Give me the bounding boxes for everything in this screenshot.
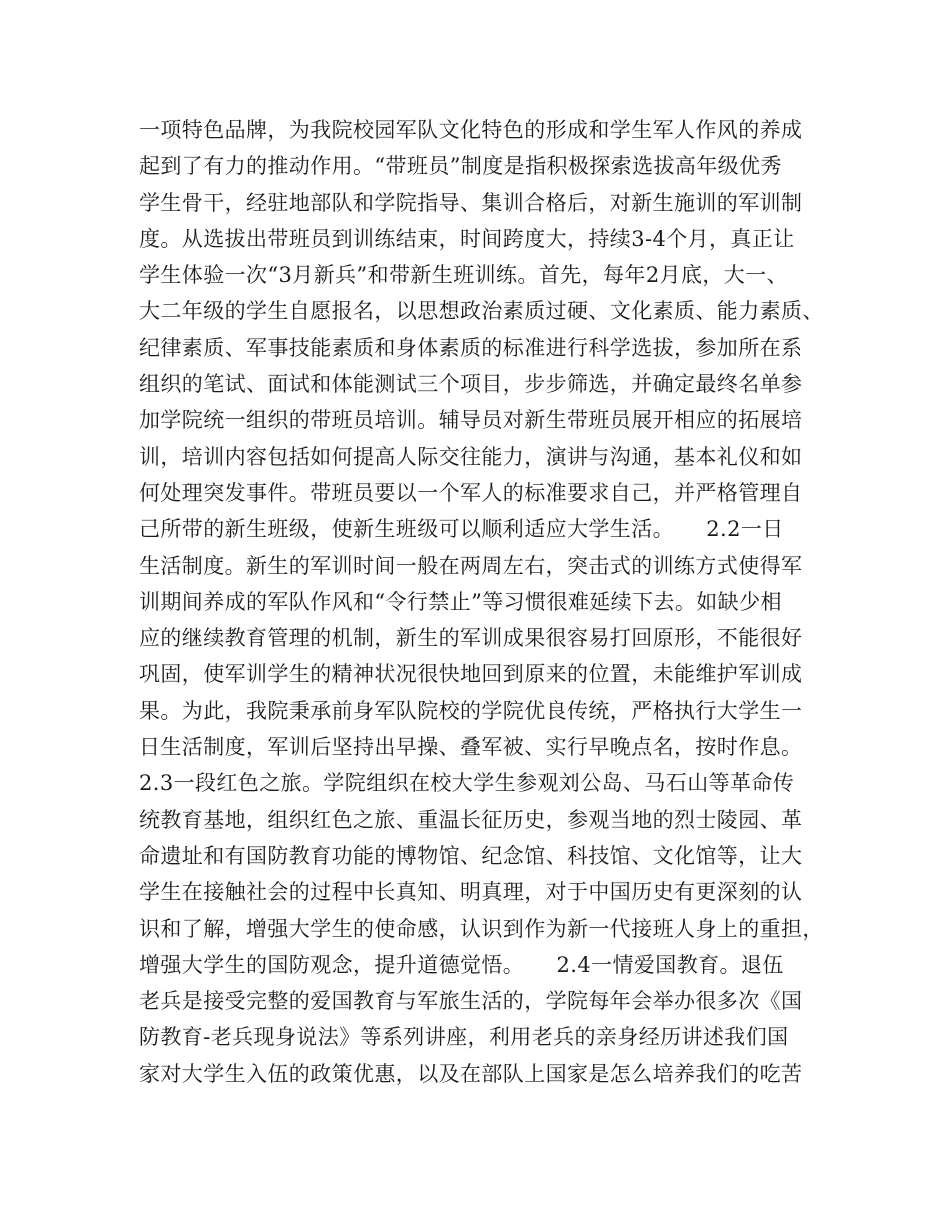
text-line: 2.3一段红色之旅。学院组织在校大学生参观刘公岛、马石山等革命传 xyxy=(139,771,795,796)
text-line: 学生骨干，经驻地部队和学院指导、集训合格后，对新生施训的军训制 xyxy=(139,190,803,215)
body-paragraph xyxy=(139,112,839,1092)
text-line: 增强大学生的国防观念，提升道德觉悟。 2.4一情爱国教育。退伍 xyxy=(139,952,784,977)
text-line: 起到了有力的推动作用。“带班员”制度是指积极探索选拔高年级优秀 xyxy=(139,154,782,179)
text-line: 纪律素质、军事技能素质和身体素质的标准进行科学选拔，参加所在系 xyxy=(139,335,803,360)
text-line: 己所带的新生班级，使新生班级可以顺利适应大学生活。 2.2一日 xyxy=(139,517,784,542)
text-line: 度。从选拔出带班员到训练结束，时间跨度大，持续3-4个月，真正让 xyxy=(139,226,795,251)
text-line: 命遗址和有国防教育功能的博物馆、纪念馆、科技馆、文化馆等，让大 xyxy=(139,843,803,868)
text-line: 学生在接触社会的过程中长真知、明真理，对于中国历史有更深刻的认 xyxy=(139,880,803,905)
text-line: 日生活制度，军训后坚持出早操、叠军被、实行早晚点名，按时作息。 xyxy=(139,735,803,760)
text-line: 生活制度。新生的军训时间一般在两周左右，突击式的训练方式使得军 xyxy=(139,553,803,578)
text-line: 学生体验一次“3月新兵”和带新生班训练。首先，每年2月底，大一、 xyxy=(139,263,788,288)
text-line: 加学院统一组织的带班员培训。辅导员对新生带班员展开相应的拓展培 xyxy=(139,408,803,433)
text-line: 识和了解，增强大学生的使命感，认识到作为新一代接班人身上的重担， xyxy=(139,916,824,941)
text-line: 统教育基地，组织红色之旅、重温长征历史，参观当地的烈士陵园、革 xyxy=(139,807,803,832)
text-line: 组织的笔试、面试和体能测试三个项目，步步筛选，并确定最终名单参 xyxy=(139,372,803,397)
text-line: 老兵是接受完整的爱国教育与军旅生活的，学院每年会举办很多次《国 xyxy=(139,989,803,1014)
text-line: 何处理突发事件。带班员要以一个军人的标准要求自己，并严格管理自 xyxy=(139,480,803,505)
text-line: 果。为此，我院秉承前身军队院校的学院优良传统，严格执行大学生一 xyxy=(139,698,803,723)
text-line: 家对大学生入伍的政策优惠，以及在部队上国家是怎么培养我们的吃苦 xyxy=(139,1061,803,1086)
text-line: 应的继续教育管理的机制，新生的军训成果很容易打回原形，不能很好 xyxy=(139,626,803,651)
text-line: 防教育-老兵现身说法》等系列讲座，利用老兵的亲身经历讲述我们国 xyxy=(139,1025,789,1050)
text-line: 大二年级的学生自愿报名，以思想政治素质过硬、文化素质、能力素质、 xyxy=(139,299,824,324)
text-line: 训，培训内容包括如何提高人际交往能力，演讲与沟通，基本礼仪和如 xyxy=(139,444,803,469)
text-line: 训期间养成的军队作风和“令行禁止”等习惯很难延续下去。如缺少相 xyxy=(139,589,782,614)
text-line: 一项特色品牌，为我院校园军队文化特色的形成和学生军人作风的养成 xyxy=(139,118,803,142)
text-line: 巩固，使军训学生的精神状况很快地回到原来的位置，未能维护军训成 xyxy=(139,662,803,687)
